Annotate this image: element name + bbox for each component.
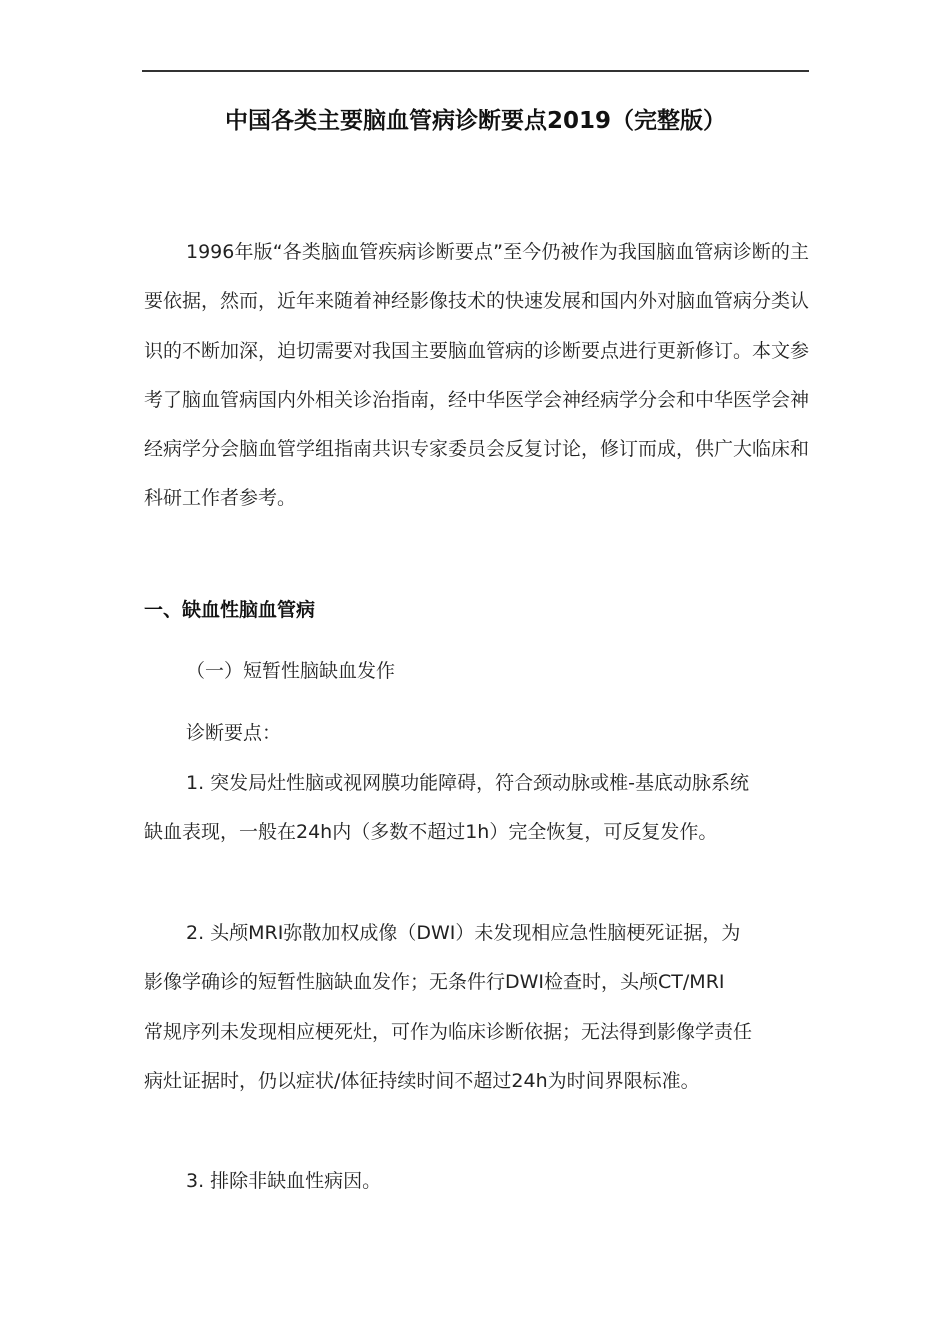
intro-paragraph: 1996年版“各类脑血管疾病诊断要点”至今仍被作为我国脑血管病诊断的主要依据，然而，近年来随着神经影像技术的快速发展和国内外对脑血管病分类认识的不断加深，迫切需要对我国主要脑血管病的诊断要点进行更新修订。本文参考了脑血管病国内外相关诊治指南，经中华医学会神经病学分会和中华医学会神经病学分会脑血管学组指南共识专家委员会反复讨论，修订而成，供广大临床和科研工作者参考。 bbox=[144, 241, 810, 510]
point-3: 3. 排除非缺血性病因。 bbox=[186, 1170, 382, 1192]
point-2-line-2: 影像学确诊的短暂性脑缺血发作；无条件行DWI检查时，头颅CT/MRI bbox=[144, 971, 725, 993]
section-heading: 一、缺血性脑血管病 bbox=[144, 599, 316, 621]
point-2-line-4: 病灶证据时，仍以症状/体征持续时间不超过24h为时间界限标准。 bbox=[144, 1070, 700, 1092]
header-rule bbox=[142, 70, 809, 72]
point-2-line-1: 2. 头颅MRI弥散加权成像（DWI）未发现相应急性脑梗死证据，为 bbox=[186, 922, 741, 944]
point-1-line-1: 1. 突发局灶性脑或视网膜功能障碍，符合颈动脉或椎-基底动脉系统 bbox=[186, 772, 750, 794]
diagnosis-label: 诊断要点： bbox=[186, 722, 282, 744]
point-2-line-3: 常规序列未发现相应梗死灶，可作为临床诊断依据；无法得到影像学责任 bbox=[144, 1021, 753, 1043]
point-1-line-2: 缺血表现，一般在24h内（多数不超过1h）完全恢复，可反复发作。 bbox=[144, 821, 718, 843]
subsection-heading: （一）短暂性脑缺血发作 bbox=[186, 660, 396, 682]
document-title: 中国各类主要脑血管病诊断要点2019（完整版） bbox=[224, 108, 726, 134]
